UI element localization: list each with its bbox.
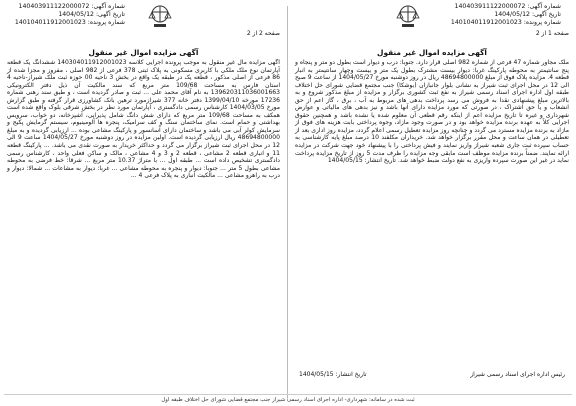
page-number: صفحه 2 از 2	[246, 30, 280, 37]
case-number: شماره پرونده: 140104011912001023	[450, 19, 561, 27]
right-page-body	[291, 59, 573, 369]
case-number: شماره پرونده: 140104011912001023	[14, 19, 125, 27]
left-page	[3, 0, 284, 406]
notice-number: شماره آگهی: 140403911122000072	[454, 3, 561, 10]
notice-date: تاریخ آگهی: 1404/05/12	[494, 11, 561, 19]
page-divider	[287, 6, 288, 400]
left-page-header	[3, 0, 284, 46]
signature-title: رئیس اداره اجرای اسناد رسمی شیراز	[470, 371, 565, 378]
judiciary-emblem-icon	[391, 2, 425, 32]
left-page-meta	[5, 3, 125, 28]
notice-date: تاریخ آگهی: 1404/05/12	[58, 11, 125, 19]
page-number: صفحه 1 از 2	[535, 30, 569, 37]
page-footer: ثبت شده در سامانه: شهرداری- اداره اجرای اسناد رسمی شیراز جنب مجتمع قضایی شورای حل اختلاف طبقه اول	[4, 394, 572, 403]
left-page-title: آگهی مزایده اموال غیر منقول	[88, 48, 199, 57]
right-page-meta	[441, 3, 561, 28]
notice-number: شماره آگهی: 140403911122000072	[18, 3, 125, 10]
signature-row	[291, 371, 573, 378]
judiciary-emblem-icon	[143, 2, 177, 32]
left-page-text: آگهی مزایده مال غیر منقول به موجب پرونده اجرایی کلاسه 140304011912001023 ششدانگ یک قطعه آپارتمان نوع ملک ملکی با کاربری مسکونی به پلاک ثبتی 378 فرعی از 982 اصلی ، مفروز و مجزا شده از 86 فرعی از اصلی مذکور ، قطعه یک در طبقه یک واقع در بخش 3 ناحیه 00 حوزه ثبت ملک شیراز-ناحیه 4 استان فارس به مساحت 109/68 متر مربع که سند مالکیت آن ذیل دفتر الکترونیکی 139620311036001663 به نام آقای محمد علی ... ثبت و صادر گردیده است ، و طبق سند رهنی شماره 17236 مورخه 1399/04/10 دفتر خانه 377 شیرازمورد ترهین بانک کشاورزی قرار گرفته و طبق گزارش مورخ 1404/03/05 کارشناس رسمی دادگستری ، آپارتمان مورد نظر در بخش شرقی بلوک واقع شده است همکف به مساحت 109/68 متر مربع که دارای شش دانگ شامل پذیرایی، آشپزخانه، دو خواب، سرویس بهداشتی و حمام است. نمای ساختمان سنگ و کف سرامیک، پنجره ها آلومینیوم، سیستم گرمایش پکیج و سرمایش کولر آبی می باشد و ساختمان دارای آسانسور و پارکینگ مشاعی بوده ... ارزیابی گردیده و به مبلغ 48694800000 ریال ارزیابی گردیده است. اولین مزایده در روز دوشنبه مورخ 1404/05/27 ساعت 9 الی 12 در محل اجرای ثبت شیراز برگزار می گردد و حداکثر خریدار به صورت نقدی می باشد. ... پارکینگ قطعه 11 و انباری قطعه 2 مشاعی ، قطعه 2 و 3 و 4 مشاعی ، مالک و ساکن فعلی واحد ، کارشناس رسمی دادگستری تشخیص داده است ... طبقه اول ... با متراژ 10.37 متر مربع ... شرقا: خط فرضی به محوطه مشاعی بطول 5 متر ... جنوبا: دیوار و پنجره به محوطه مشاعی ... غربا: دیوار به مشاعات ... شمالا: دیوار و درب به راهرو مشاعی ... مالکیت انباری به پلاک فرعی 4 ...	[7, 59, 281, 180]
right-page	[291, 0, 573, 406]
right-page-header	[291, 0, 573, 46]
left-page-body	[3, 59, 284, 399]
right-page-text: ملک مجاور شماره 47 فرعی از شماره 982 اصلی قرار دارد. جنوبا: درب و دیوار است بطول دو متر و پنجاه و پنج سانتیمتر به محوطه پارکینگ غربا: دیوار بیست مشترک بطول یک متر و بیست وچهار سانتیمتر به انبار قطعه 4. مزایده پلاک فوق از مبلغ 48694800000 ریال در روز دوشنبه مورخ 1404/05/27 از ساعت 9 صبح الی 12 در محل اجرای ثبت شیراز به نشانی بلوار جانبازان (بوشکا) جنب مجتمع قضایی شورای حل اختلاف طبقه اول اداره اجرای اسناد رسمی شیراز به نفع ثبت کشوری برگزار و مزایده از مبلغ مذکور شروع و به بالاترین مبلغ پیشنهادی نقدا به فروش می رسد پرداخت بدهی های مربوط به آب ، برق ، گاز اعم از حق انشعاب و یا حق اشتراک ، در صورتی که مورد مزایده دارای آنها باشد و نیز بدهی های مالیاتی و عوارض شهرداری و غیره تا تاریخ مزایده اعم از اینکه رقم قطعی آن معلوم شده یا نشده باشد و همچنین حقوق اجرایی کلاً به عهده برنده مزایده خواهد بود و در صورت وجود مازاد، وجوه پرداختی بابت هزینه های فوق از مازاد به برنده مزایده مسترد می گردد و چنانچه روز مزایده تعطیل رسمی اعلام گردد، مزایده روز اداری بعد از تعطیلی در همان ساعت و محل مقرر برگزار خواهد شد. خریداران مکلفند 10 درصد مبلغ پایه کارشناسی به حساب سپرده ثبت جاری شعبه شیراز واریز نمایند و فیش پرداختی را با پیشنهاد خود جهت شرکت در مزایده ارائه نمایند. ضمناً برنده مزایده موظف است مابقی وجه مزایده را ظرف مدت 5 روز از تاریخ مزایده پرداخت نماید در غیر این صورت سپرده واریزی به نفع دولت ضبط خواهد شد. تاریخ انتشار: 1404/05/15	[294, 59, 569, 165]
publish-date: تاریخ انتشار: 1404/05/15	[299, 371, 367, 378]
right-page-title: آگهی مزایده اموال غیر منقول	[377, 48, 487, 57]
